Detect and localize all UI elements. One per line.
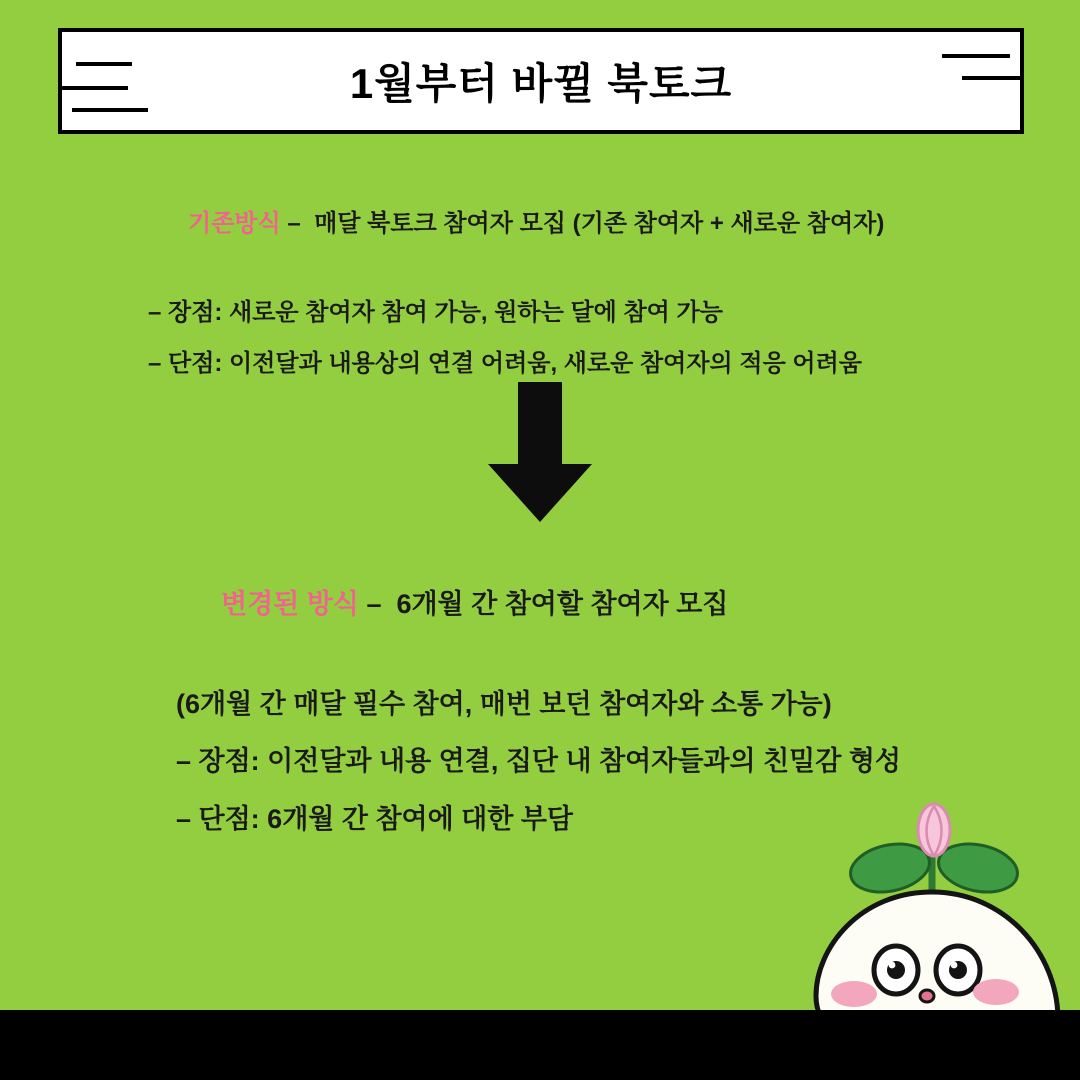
old-method-headline-row xyxy=(148,168,1008,280)
new-method-cons: – 단점: 6개월 간 참여에 대한 부담 xyxy=(176,804,574,835)
old-method-label: 기존방식 xyxy=(188,210,281,238)
title-banner xyxy=(58,28,1024,134)
old-method-cons: – 단점: 이전달과 내용상의 연결 어려움, 새로운 참여자의 적응 어려움 xyxy=(148,349,862,377)
page-title: 1월부터 바뀔 북토크 xyxy=(349,60,733,107)
old-method-pros: – 장점: 새로운 참여자 참여 가능, 원하는 달에 참여 가능 xyxy=(148,298,723,326)
old-method-block xyxy=(148,168,1008,396)
new-method-headline: – 6개월 간 참여할 참여자 모집 xyxy=(358,588,729,619)
new-method-label: 변경된 방식 xyxy=(221,588,359,619)
new-method-note: (6개월 간 매달 필수 참여, 매번 보던 참여자와 소통 가능) xyxy=(176,688,832,719)
down-arrow-icon xyxy=(488,382,592,522)
old-method-headline: – 매달 북토크 참여자 모집 (기존 참여자 + 새로운 참여자) xyxy=(280,210,885,238)
bottom-letterbox xyxy=(0,1010,1080,1080)
new-method-pros: – 장점: 이전달과 내용 연결, 집단 내 참여자들과의 친밀감 형성 xyxy=(176,746,901,777)
new-method-headline-row xyxy=(176,542,1036,668)
